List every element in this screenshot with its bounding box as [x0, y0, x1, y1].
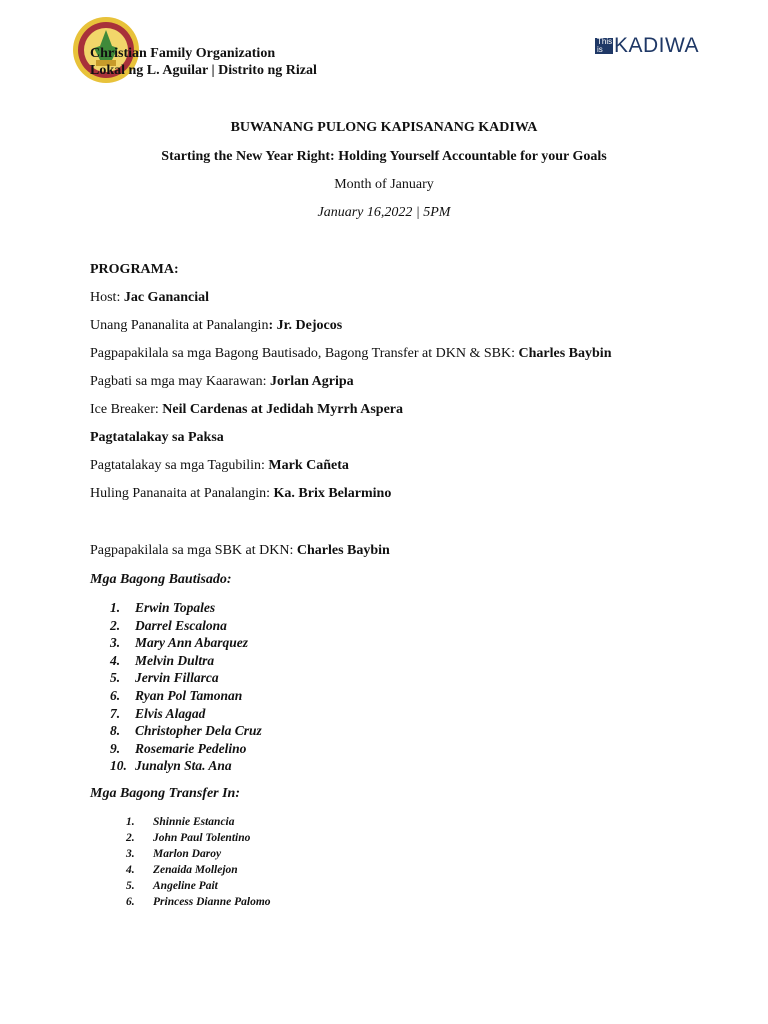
item-label: Pagpapakilala sa mga SBK at DKN: — [90, 543, 297, 558]
item-name: Charles Baybin — [518, 346, 612, 361]
list-item — [126, 846, 271, 862]
item-label: Unang Pananalita at Panalangin — [90, 318, 269, 333]
list-item — [126, 878, 271, 894]
month-line: Month of January — [334, 177, 434, 192]
list-number: 5. — [126, 880, 135, 892]
item-label: Ice Breaker: — [90, 402, 163, 417]
pagpapakilala-line — [90, 543, 390, 559]
organization-name — [90, 45, 317, 79]
list-item — [110, 722, 262, 740]
list-number: 6. — [126, 896, 135, 908]
list-number: 6. — [110, 687, 121, 703]
main-title: BUWANANG PULONG KAPISANANG KADIWA — [230, 120, 538, 135]
item-label: Pagtatalakay sa mga Tagubilin: — [90, 458, 269, 473]
programa-heading: PROGRAMA: — [90, 262, 179, 277]
org-line-2: Lokal ng L. Aguilar | Distrito ng Rizal — [90, 63, 317, 78]
list-name: Junalyn Sta. Ana — [135, 758, 232, 774]
list-item — [126, 862, 271, 878]
list-name: Jervin Fillarca — [135, 670, 219, 686]
bautisado-heading: Mga Bagong Bautisado: — [90, 572, 232, 587]
item-name: Pagtatalakay sa Paksa — [90, 430, 224, 445]
list-item — [126, 894, 271, 910]
list-name: Marlon Daroy — [153, 848, 222, 860]
bautisado-list — [110, 599, 262, 775]
list-item — [110, 634, 262, 652]
item-name: Charles Baybin — [296, 543, 390, 558]
item-label: Pagbati sa mga may Kaarawan: — [90, 374, 270, 389]
item-name: : Jr. Dejocos — [268, 318, 343, 333]
list-number: 9. — [110, 740, 121, 756]
list-item — [110, 617, 262, 635]
list-number: 3. — [126, 848, 135, 860]
list-name: Shinnie Estancia — [153, 816, 235, 828]
list-number: 3. — [110, 635, 121, 651]
list-number: 5. — [110, 670, 121, 686]
list-name: Melvin Dultra — [135, 652, 215, 668]
theme-title: Starting the New Year Right: Holding Yourself Accountable for your Goals — [161, 149, 607, 164]
programa-item — [90, 318, 342, 334]
list-name: Christopher Dela Cruz — [135, 723, 262, 739]
date-line: January 16,2022 | 5PM — [317, 205, 451, 220]
programa-item — [90, 402, 403, 418]
list-name: Zenaida Mollejon — [153, 864, 238, 876]
list-name: Princess Dianne Palomo — [153, 896, 271, 908]
programa-item — [90, 290, 209, 306]
logo-name: KADIWA — [614, 34, 700, 57]
item-name: Jac Ganancial — [123, 290, 210, 305]
list-name: Rosemarie Pedelino — [135, 740, 247, 756]
org-line-1: Christian Family Organization — [90, 46, 276, 61]
list-name: Mary Ann Abarquez — [135, 635, 249, 651]
list-name: John Paul Tolentino — [153, 832, 251, 844]
list-name: Darrel Escalona — [135, 617, 227, 633]
programa-item — [90, 486, 391, 502]
item-name: Mark Cañeta — [268, 458, 349, 473]
item-label: Host: — [90, 290, 124, 305]
programa-item — [90, 458, 349, 474]
list-item — [110, 599, 262, 617]
list-item — [126, 814, 271, 830]
list-number: 4. — [126, 864, 135, 876]
list-item — [110, 705, 262, 723]
list-number: 2. — [126, 832, 135, 844]
list-number: 7. — [110, 705, 121, 721]
transfer-list — [126, 814, 271, 910]
logo-prefix: This is — [597, 37, 613, 54]
list-item — [110, 757, 262, 775]
programa-item — [90, 346, 611, 362]
list-item — [110, 669, 262, 687]
list-number: 4. — [110, 652, 121, 668]
transfer-heading: Mga Bagong Transfer In: — [90, 786, 241, 801]
item-label: Pagpapakilala sa mga Bagong Bautisado, Bagong Transfer at DKN & SBK: — [90, 346, 519, 361]
list-number: 10. — [110, 758, 127, 774]
list-name: Erwin Topales — [135, 600, 216, 615]
list-name: Angeline Pait — [153, 880, 218, 892]
item-name: Jorlan Agripa — [270, 374, 354, 389]
list-number: 8. — [110, 723, 121, 739]
list-item — [110, 740, 262, 758]
list-name: Elvis Alagad — [135, 705, 206, 721]
list-number: 2. — [110, 617, 121, 633]
programa-item — [90, 430, 224, 446]
item-name: Ka. Brix Belarmino — [273, 486, 392, 501]
programa-item — [90, 374, 354, 390]
kadiwa-logo — [595, 36, 699, 56]
list-number: 1. — [126, 816, 135, 828]
item-label: Huling Pananaita at Panalangin: — [90, 486, 274, 501]
list-item — [126, 830, 271, 846]
list-item — [110, 652, 262, 670]
item-name: Neil Cardenas at Jedidah Myrrh Aspera — [162, 402, 404, 417]
list-item — [110, 687, 262, 705]
list-number: 1. — [110, 600, 121, 615]
list-name: Ryan Pol Tamonan — [135, 687, 243, 703]
